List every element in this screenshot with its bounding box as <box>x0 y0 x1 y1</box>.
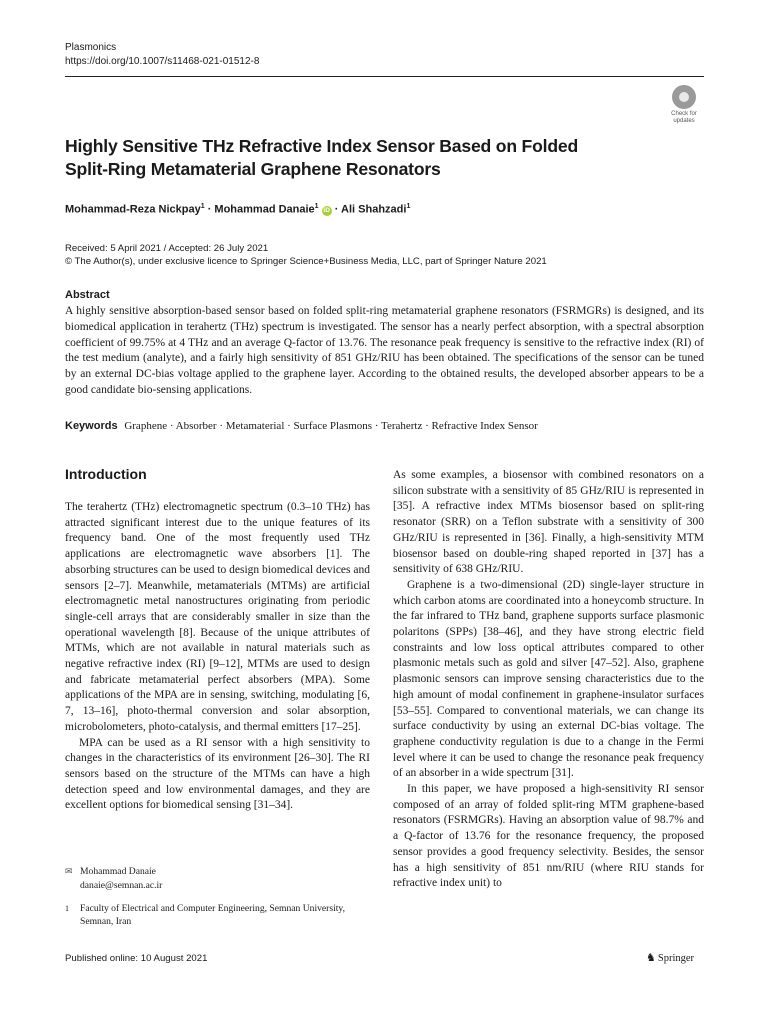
journal-name: Plasmonics <box>65 42 117 53</box>
check-for-updates-badge[interactable] <box>664 85 704 125</box>
author-name[interactable]: Ali Shahzadi <box>341 203 407 216</box>
author-name[interactable]: Mohammad Danaie <box>214 203 315 216</box>
springer-logo <box>646 951 694 964</box>
abstract-text: A highly sensitive absorption-based sensor based on folded split-ring metamaterial graphene resonators (FSRMGRs) is designed, and its biomedical application in terahertz (THz) spectrum is investigated. The sensor has a nearly perfect absorption, with a spectral absorption coefficient of 99.75% at 4 THz and an average Q-factor of 13.76. The resonance peak frequency is sensitive to the refractive index (RI) of the test medium (analyte), and a fairly high sensitivity of 851 GHz/RIU has been obtained. The specifications of the sensor can be tuned by an external DC-bias voltage applied to the graphene layer. According to the obtained results, the developed absorber appears to be a good candidate bio-sensing applications. <box>65 305 704 396</box>
affiliation-text: Faculty of Electrical and Computer Engineering, Semnan University, Semnan, Iran <box>80 903 345 927</box>
keywords-list: Graphene · Absorber · Metamaterial · Surface Plasmons · Terahertz · Refractive Index Sensor <box>124 420 538 432</box>
paragraph: In this paper, we have proposed a high-sensitivity RI sensor composed of an array of folded split-ring MTM graphene-based resonators (FSRMGRs). Having an absorption value of 98.7% and a Q-factor of 13.76 for the resonance frequency, the proposed sensor provides a good frequency selectivity. Besides, the sensor has a high sensitivity of 851 nm/RIU (where RIU stands for refractive index unit) to <box>393 783 704 890</box>
affiliation-number: 1 <box>65 904 69 913</box>
corresponding-author <box>65 865 162 892</box>
received-accepted: Received: 5 April 2021 / Accepted: 26 July 2021 <box>65 243 269 254</box>
publisher-name: Springer <box>657 953 695 964</box>
author-affiliation: 1 <box>406 203 411 210</box>
abstract-heading: Abstract <box>65 289 110 301</box>
introduction-heading: Introduction <box>65 466 147 482</box>
published-online: Published online: 10 August 2021 <box>65 953 208 964</box>
affiliation-footnote <box>65 902 360 928</box>
paragraph: As some examples, a biosensor with combined resonators on a silicon substrate with a sensitivity of 85 GHz/RIU is represented in [35]. A refractive index MTMs biosensor based on split-ring resonator (SRR) on a Teflon substrate with a sensitivity of 300 GHz/RIU is represented in [36]. Finally, a high-sensitivity MTM biosensor based on double-ring shaped reported in [37] has a sensitivity of 638 GHz/RIU. <box>393 469 704 576</box>
springer-horse-icon: ♞ <box>646 951 656 964</box>
corresponding-email[interactable]: danaie@semnan.ac.ir <box>80 880 163 891</box>
author-name[interactable]: Mohammad-Reza Nickpay <box>65 203 201 216</box>
author-separator: · <box>207 203 212 216</box>
badge-line2: updates <box>673 117 695 124</box>
right-column <box>393 468 704 892</box>
author-list <box>65 203 410 216</box>
header-rule <box>65 76 704 77</box>
paragraph: The terahertz (THz) electromagnetic spectrum (0.3–10 THz) has attracted significant interest due to the unique features of its frequency band. One of the most frequently used THz applications are electromagnetic wave absorbers [1]. The absorbing structures can be used to design biomedical devices and sensors [2–7]. Meanwhile, metamaterials (MTMs) are artificial electromagnetic metal nanostructures originating from periodic single-cell arrays that are considerably smaller in size than the operational wavelength [8]. Because of the unique attributes of MTMs, which are not available in natural materials such as negative refractive index (RI) [9–12], MTMs are used to design and fabricate metamaterial perfect absorbers (MPA). Some applications of the MPA are in sensing, switching, modulating [6, 7, 13–16], photo-thermal conversion and solar absorption, microbolometers, photo-catalysis, and thermal emitters [17–25]. <box>65 501 370 733</box>
doi-link[interactable]: https://doi.org/10.1007/s11468-021-01512-8 <box>65 56 260 67</box>
paragraph: Graphene is a two-dimensional (2D) single-layer structure in which carbon atoms are coordinated into a honeycomb structure. In the far infrared to THz band, graphene supports surface plasmonic polaritons (SPPs) [38–46], and they have strong electric field constraints and low loss optical attributes compared to other plasmonic metals such as gold and silver [47–52]. Also, graphene plasmonic sensors can improve sensing characteristics due to the high amount of modal confinement in graphene-insulator surfaces [53–55]. Compared to conventional materials, we can change its surface conductivity by using an external DC-bias voltage. The graphene conductivity regulation is due to a change in the Fermi level where it can be used to change the resonance peak frequency of an absorber in a wide spectrum [31]. <box>393 578 704 780</box>
article-title: Highly Sensitive THz Refractive Index Sensor Based on Folded Split-Ring Metamaterial Graphene Resonators <box>65 136 579 179</box>
envelope-icon: ✉ <box>65 867 73 877</box>
author-affiliation: 1 <box>314 203 319 210</box>
corresponding-name: Mohammad Danaie <box>80 866 156 877</box>
publication-dates <box>65 242 547 268</box>
author-affiliation: 1 <box>200 203 205 210</box>
author-separator: · <box>334 203 339 216</box>
badge-line1: Check for <box>671 111 697 117</box>
journal-header <box>65 41 259 69</box>
copyright-notice: © The Author(s), under exclusive licence to Springer Science+Business Media, LLC, part of Springer Nature 2021 <box>65 256 547 267</box>
left-column <box>65 500 370 814</box>
check-updates-icon <box>672 85 696 109</box>
keywords-line <box>65 420 538 432</box>
keywords-label: Keywords <box>65 420 118 432</box>
orcid-icon[interactable]: iD <box>323 206 330 214</box>
paragraph: MPA can be used as a RI sensor with a high sensitivity to changes in the characteristics of its environment [26–30]. The RI sensors based on the structure of the MTMs can have a high detection speed and low environmental damages, and they are excellent options for biomedical sensing [31–34]. <box>65 736 370 812</box>
